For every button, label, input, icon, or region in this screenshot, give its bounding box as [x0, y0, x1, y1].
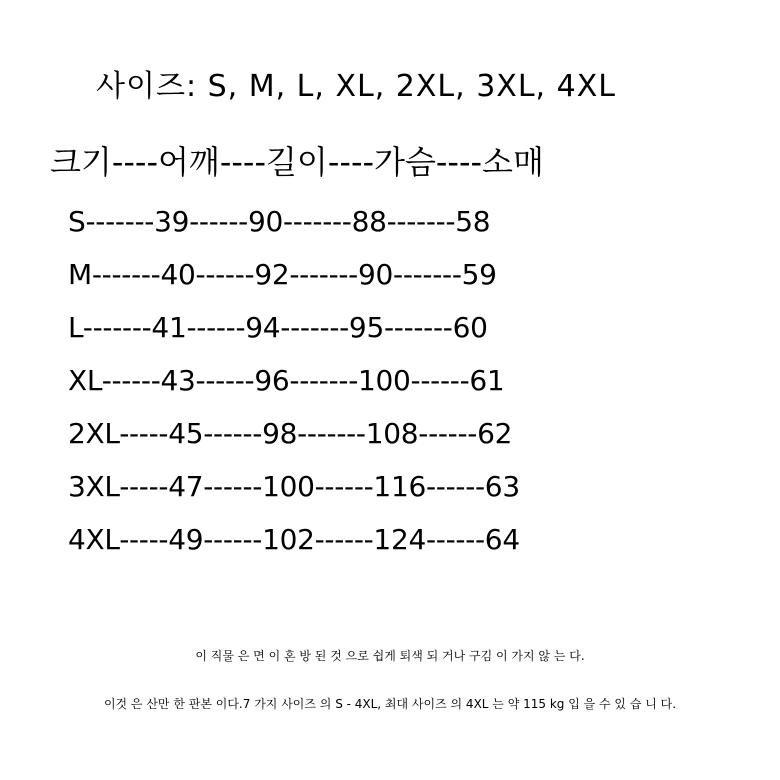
measurement-header: 크기----어깨----길이----가슴----소매 [50, 143, 544, 181]
size-row-3xl: 3XL-----47------100------116------63 [68, 470, 520, 503]
size-list-title: 사이즈: S, M, L, XL, 2XL, 3XL, 4XL [96, 69, 616, 104]
size-row-4xl: 4XL-----49------102------124------64 [68, 523, 520, 556]
size-info-note: 이것 은 산만 한 판본 이다.7 가지 사이즈 의 S - 4XL, 최대 사이즈 의 4XL 는 약 115 kg 입 을 수 있 습 니 다. [103, 697, 677, 711]
size-row-2xl: 2XL-----45------98-------108------62 [68, 417, 513, 450]
size-row-s: S-------39------90-------88-------58 [68, 205, 491, 238]
size-row-xl: XL------43------96-------100------61 [68, 364, 505, 397]
size-row-m: M-------40------92-------90-------59 [68, 258, 497, 291]
size-row-l: L-------41------94-------95-------60 [68, 311, 488, 344]
fabric-note: 이 직물 은 면 이 혼 방 된 것 으로 쉽게 퇴색 되 거나 구김 이 가지 않 는 다. [195, 649, 585, 663]
